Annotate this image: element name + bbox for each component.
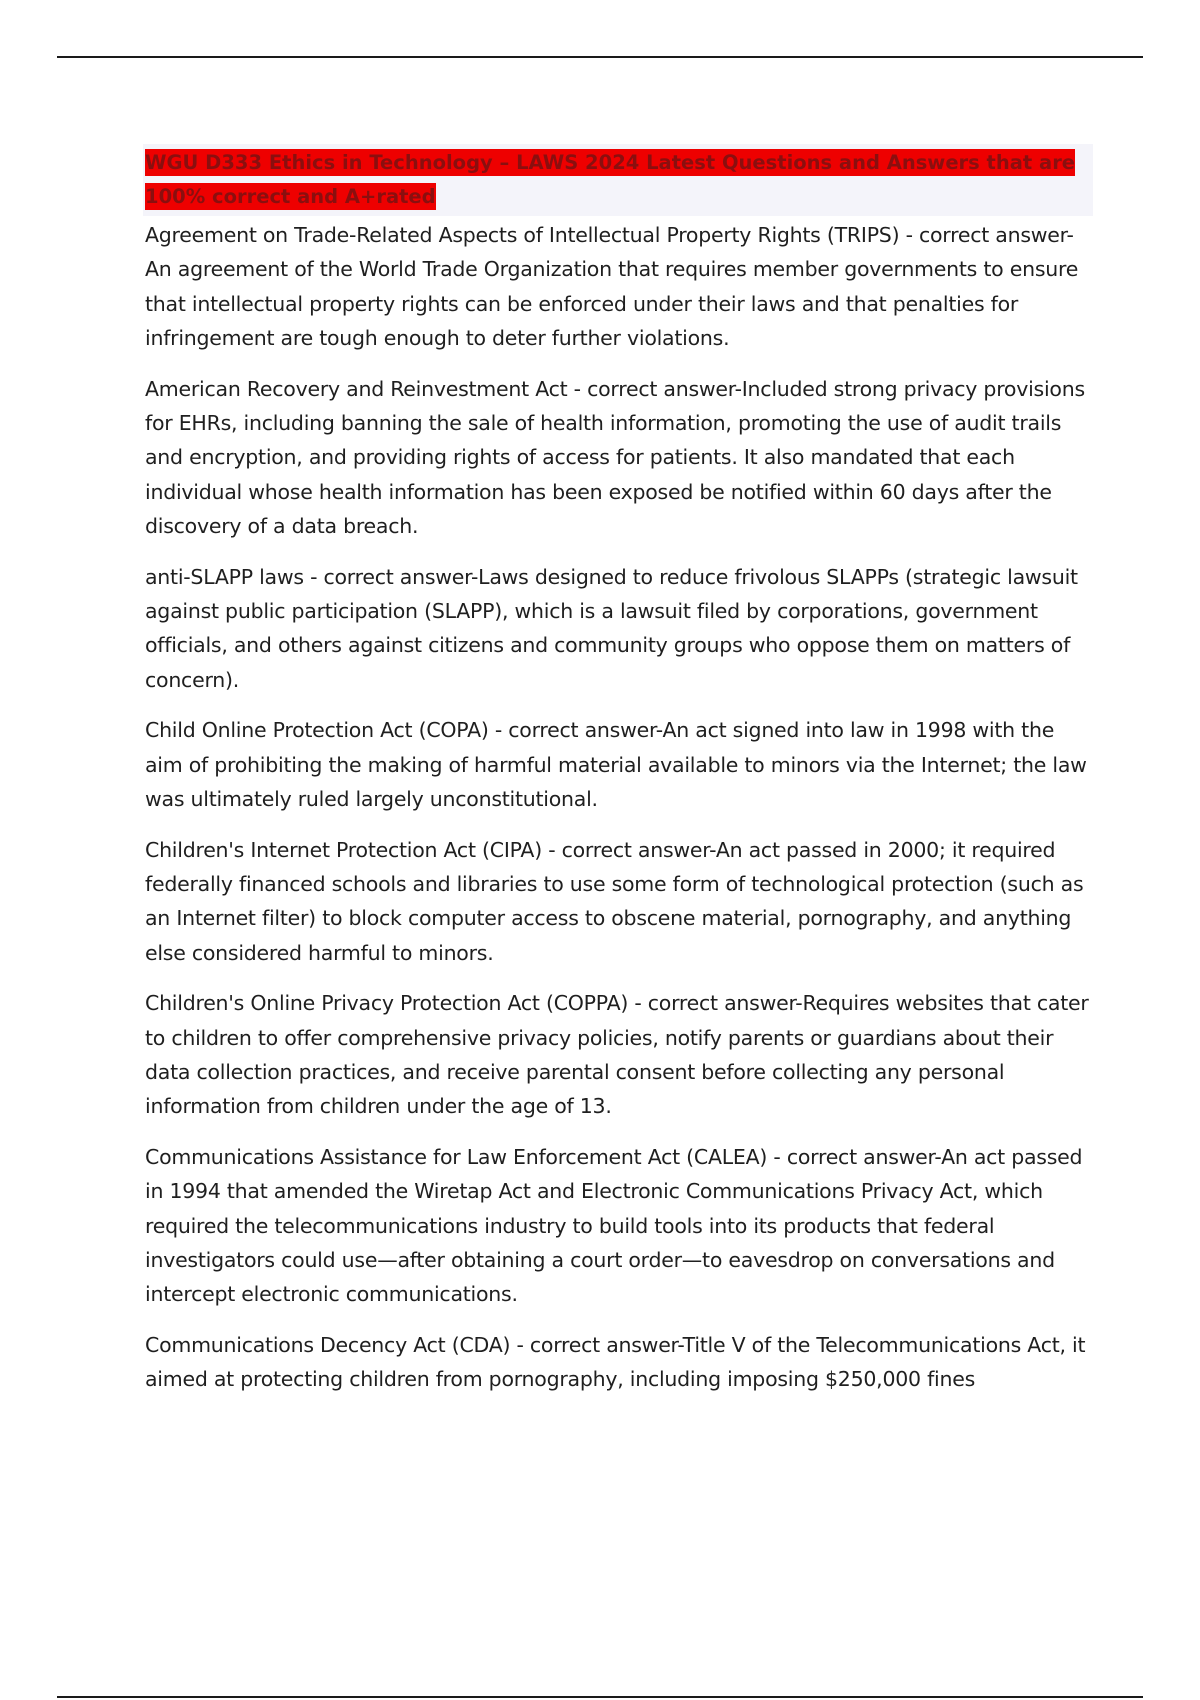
entry-coppa: Children's Online Privacy Protection Act (COPPA) - correct answer-Requires websites that cater to children to offer comprehensive privacy policies, notify parents or guardians about their data collection practices, and receive parental consent before collecting any personal information from children under the age of 13. [145, 991, 1089, 1119]
document-body [145, 144, 1093, 1413]
title-block [143, 144, 1093, 216]
bottom-rule [57, 1696, 1143, 1698]
entry-cda: Communications Decency Act (CDA) - correct answer-Title V of the Telecommunications Act, it aimed at protecting children from pornography, including imposing $250,000 fines [145, 1332, 1086, 1392]
entry-copa: Child Online Protection Act (COPA) - correct answer-An act signed into law in 1998 with the aim of prohibiting the making of harmful material available to minors via the Internet; the law was ultimately ruled largely unconstitutional. [145, 718, 1087, 812]
document-title: WGU D333 Ethics in Technology – LAWS 2024 Latest Questions and Answers that are 100% correct and A+rated [145, 151, 1076, 208]
entry-calea: Communications Assistance for Law Enforcement Act (CALEA) - correct answer-An act passed in 1994 that amended the Wiretap Act and Electronic Communications Privacy Act, which required the telecommunications industry to build tools into its products that federal investigators could use—after obtaining a court order—to eavesdrop on conversations and intercept electronic communications. [145, 1144, 1083, 1307]
entry-anti-slapp: anti-SLAPP laws - correct answer-Laws designed to reduce frivolous SLAPPs (strategic lawsuit against public participation (SLAPP), which is a lawsuit filed by corporations, government officials, and others against citizens and community groups who oppose them on matters of concern). [145, 564, 1078, 692]
entry-arra: American Recovery and Reinvestment Act - correct answer-Included strong privacy provisions for EHRs, including banning the sale of health information, promoting the use of audit trails and encryption, and providing rights of access for patients. It also mandated that each individual whose health information has been exposed be notified within 60 days after the discovery of a data breach. [145, 376, 1085, 539]
entry-cipa: Children's Internet Protection Act (CIPA) - correct answer-An act passed in 2000; it required federally financed schools and libraries to use some form of technological protection (such as an Internet filter) to block computer access to obscene material, pornography, and anything else considered harmful to minors. [145, 837, 1084, 965]
entry-trips: Agreement on Trade-Related Aspects of Intellectual Property Rights (TRIPS) - correct answer-An agreement of the World Trade Organization that requires member governments to ensure that intellectual property rights can be enforced under their laws and that penalties for infringement are tough enough to deter further violations. [145, 223, 1079, 351]
top-rule [57, 56, 1143, 58]
